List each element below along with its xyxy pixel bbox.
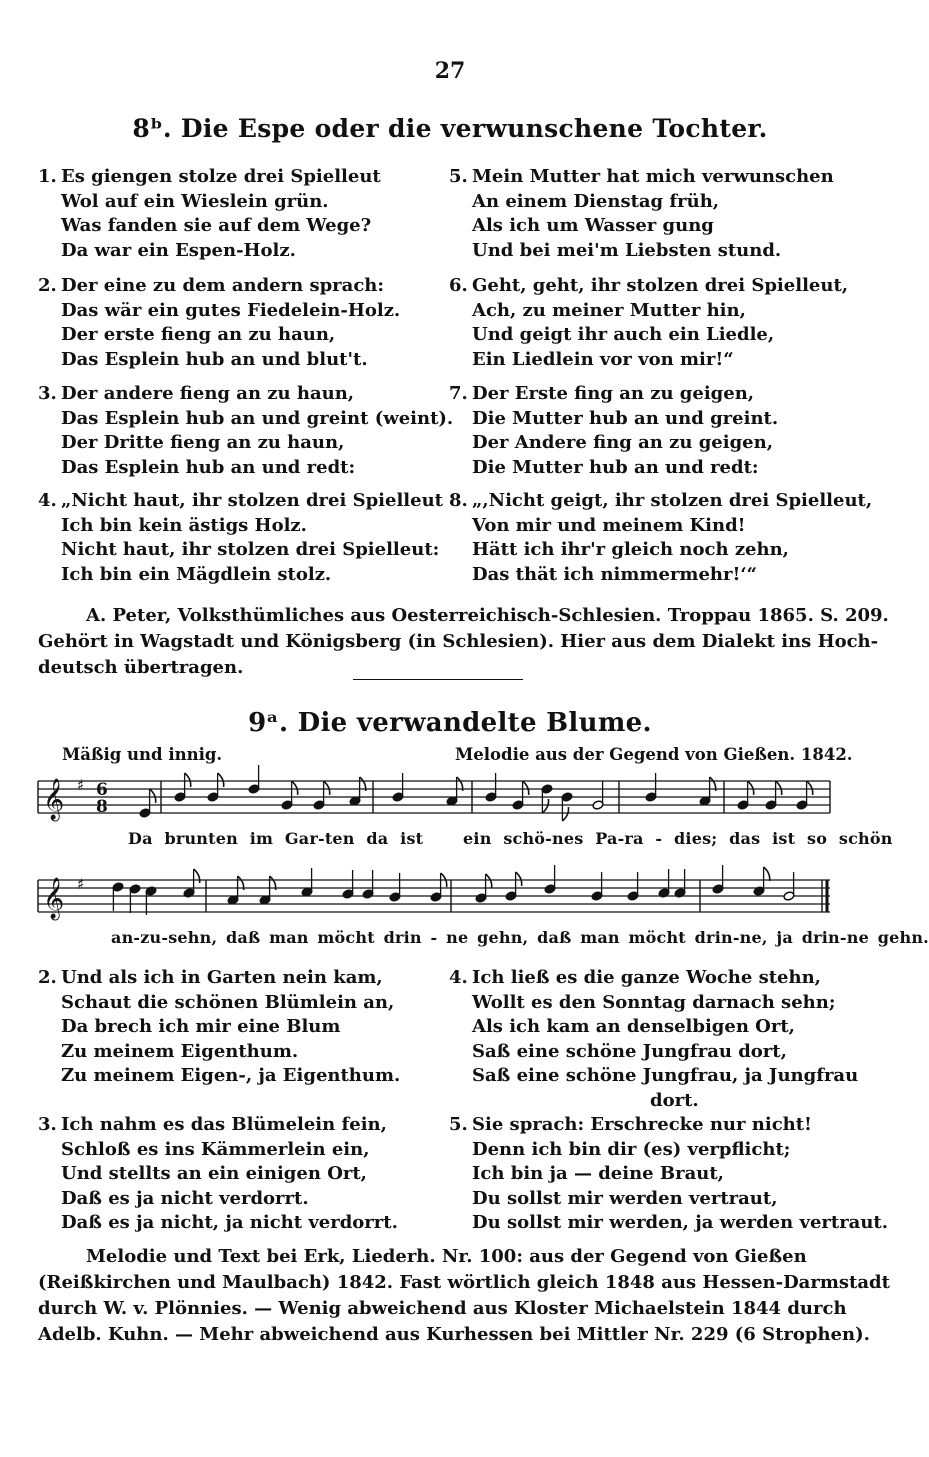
source-line: (Reißkirchen und Maulbach) 1842. Fast wörtlich gleich 1848 aus Hessen-Darmstadt <box>38 1272 890 1293</box>
verse-line: „,Nicht geigt, ihr stolzen drei Spielleut, <box>472 490 873 511</box>
lyric-syllable: möcht <box>628 928 686 947</box>
verse-line: Wollt es den Sonntag darnach sehn; <box>472 991 836 1013</box>
lyrics-staff-1 <box>128 829 893 848</box>
stanza-2-blume <box>38 966 400 1089</box>
lyric-syllable: drin <box>694 928 733 947</box>
stanza-5-blume <box>449 1113 888 1236</box>
verse-line: Sie sprach: Erschrecke nur nicht! <box>472 1114 812 1135</box>
treble-clef-icon: 𝄞 <box>43 779 65 820</box>
verse-line: Der Dritte fieng an zu haun, <box>61 432 345 453</box>
verse-line: Und bei mei'm Liebsten stund. <box>472 239 782 261</box>
note-flag <box>185 773 191 787</box>
verse-line: Ich bin ja — deine Braut, <box>472 1163 724 1184</box>
staff-2-notes <box>112 865 795 915</box>
verse-line: Als ich kam an denselbigen Ort, <box>472 1016 795 1037</box>
verse-line: Wol auf ein Wieslein grün. <box>61 190 329 212</box>
note-flag <box>562 807 568 821</box>
source-note-blume <box>38 1244 890 1348</box>
verse-line: Ich bin ein Mägdlein stolz. <box>61 563 332 585</box>
verse-line: Hätt ich ihr'r gleich noch zehn, <box>472 539 789 560</box>
verse-line: Der eine zu dem andern sprach: <box>61 275 385 296</box>
verse-line: Ich ließ es die ganze Woche stehn, <box>472 967 821 988</box>
verse-line: Ich nahm es das Blümelein fein, <box>61 1114 387 1135</box>
key-sharp-icon: ♯ <box>77 776 85 794</box>
lyric-syllable: ist <box>772 829 796 848</box>
lyric-syllable: schön <box>838 829 893 848</box>
lyric-syllable: ne, <box>739 928 768 947</box>
stanza-number: 7. <box>449 383 468 404</box>
source-line: A. Peter, Volksthümliches aus Oesterreichisch-Schlesien. Troppau 1865. S. 209. <box>86 605 889 626</box>
verse-line: Da brech ich mir eine Blum <box>61 1016 341 1037</box>
lyric-syllable: - <box>655 829 663 848</box>
verse-line: Und als ich in Garten nein kam, <box>61 967 383 988</box>
lyric-syllable: drin-ne <box>801 928 869 947</box>
stanza-number: 2. <box>38 275 57 296</box>
lyric-syllable: so <box>806 829 828 848</box>
verse-line: Ich bin kein ästigs Holz. <box>61 514 307 536</box>
note-flag <box>150 789 156 803</box>
verse-line: Ein Liedlein vor von mir!“ <box>472 348 734 370</box>
verse-line: Saß eine schöne Jungfrau, ja Jungfrau <box>472 1065 859 1086</box>
verse-line-continuation: dort. <box>650 1089 699 1111</box>
lyric-syllable: im <box>249 829 274 848</box>
verse-line: Von mir und meinem Kind! <box>472 514 746 536</box>
lyric-syllable: - <box>430 928 438 947</box>
verse-line: Daß es ja nicht verdorrt. <box>61 1187 309 1209</box>
verse-line: Geht, geht, ihr stolzen drei Spielleut, <box>472 275 849 296</box>
lyric-syllable: das <box>729 829 761 848</box>
verse-line: Nicht haut, ihr stolzen drei Spielleut: <box>61 539 440 560</box>
verse-line: Der Erste fing an zu geigen, <box>472 383 755 404</box>
verse-line: Daß es ja nicht, ja nicht verdorrt. <box>61 1212 398 1233</box>
lyric-syllable: - <box>732 928 740 947</box>
lyric-syllable: Da <box>128 829 153 848</box>
note-flag <box>486 874 492 888</box>
time-sig-bottom: 8 <box>96 797 108 817</box>
lyric-syllable: - <box>133 928 141 947</box>
note-flag <box>516 872 522 886</box>
verse-line: Saß eine schöne Jungfrau dort, <box>472 1040 787 1062</box>
lyric-syllable: Gar-ten <box>284 829 355 848</box>
verse-line: Ach, zu meiner Mutter hin, <box>472 299 746 321</box>
stanza-number: 2. <box>38 967 57 988</box>
verse-line: Was fanden sie auf dem Wege? <box>61 215 372 236</box>
lyric-syllable: daß <box>537 928 572 947</box>
verse-line: Der Andere fing an zu geigen, <box>472 432 773 453</box>
verse-line: Du sollst mir werden, ja werden vertraut. <box>472 1212 889 1233</box>
verse-line: Denn ich bin dir (es) verpflicht; <box>472 1138 791 1160</box>
verse-line: Der andere fieng an zu haun, <box>61 383 355 404</box>
lyric-syllable: Pa-ra <box>595 829 644 848</box>
verse-line: Das wär ein gutes Fiedelein-Holz. <box>61 299 401 321</box>
verse-line: Das Esplein hub an und greint (weint). <box>61 407 454 429</box>
verse-line: Der erste fieng an zu haun, <box>61 324 336 345</box>
lyrics-staff-2 <box>111 928 929 947</box>
stanza-number: 4. <box>449 967 468 988</box>
melody-source: Melodie aus der Gegend von Gießen. 1842. <box>455 745 853 764</box>
lyric-syllable: zu-sehn, <box>140 928 218 947</box>
source-line: Adelb. Kuhn. — Mehr abweichend aus Kurhessen bei Mittler Nr. 229 (6 Strophen). <box>38 1324 870 1345</box>
stanza-4-blume <box>449 966 858 1113</box>
note-flag <box>292 781 298 795</box>
stanza-number: 8. <box>449 490 468 511</box>
stanza-number: 1. <box>38 166 57 187</box>
stanza-3-blume <box>38 1113 398 1236</box>
verse-line: Es giengen stolze drei Spielleut <box>61 166 381 187</box>
verse-line: Die Mutter hub an und greint. <box>472 407 779 429</box>
verse-line: Und stellts an ein einigen Ort, <box>61 1163 367 1184</box>
verse-line: Zu meinem Eigen-, ja Eigenthum. <box>61 1065 401 1086</box>
verse-line: Und geigt ihr auch ein Liedle, <box>472 324 775 345</box>
page-number: 27 <box>434 58 466 84</box>
lyric-syllable: man <box>580 928 620 947</box>
verse-line: Da war ein Espen-Holz. <box>61 239 296 261</box>
lyric-syllable: gehn. <box>877 928 929 947</box>
tempo-marking: Mäßig und innig. <box>62 745 223 764</box>
verse-line: Schloß es ins Kämmerlein ein, <box>61 1138 370 1160</box>
source-line: deutsch übertragen. <box>38 657 244 678</box>
lyric-syllable: daß <box>226 928 261 947</box>
verse-line: Das thät ich nimmermehr!‘“ <box>472 563 758 585</box>
lyric-syllable: schö-nes <box>503 829 584 848</box>
stanza-number: 5. <box>449 166 468 187</box>
treble-clef-icon: 𝄞 <box>43 878 65 919</box>
verse-line: Das Esplein hub an und redt: <box>61 456 356 478</box>
verse-line: Du sollst mir werden vertraut, <box>472 1187 778 1209</box>
verse-line: Mein Mutter hat mich verwunschen <box>472 166 834 187</box>
verse-line: Als ich um Wasser gung <box>472 215 714 236</box>
lyric-syllable: an <box>111 928 134 947</box>
note-flag <box>523 781 529 795</box>
stanza-number: 3. <box>38 1114 57 1135</box>
verse-line: „Nicht haut, ihr stolzen drei Spielleut <box>61 490 443 511</box>
note-flag <box>807 781 813 795</box>
lyric-syllable: ein <box>463 829 492 848</box>
source-line: Gehört in Wagstadt und Königsberg (in Schlesien). Hier aus dem Dialekt ins Hoch- <box>38 631 879 652</box>
note-flag <box>764 867 770 881</box>
lyric-syllable: ja <box>776 928 793 947</box>
note-flag <box>324 781 330 795</box>
source-line: Melodie und Text bei Erk, Liederh. Nr. 100: aus der Gegend von Gießen <box>86 1246 807 1267</box>
verse-line: An einem Dienstag früh, <box>472 190 720 212</box>
stanza-number: 4. <box>38 490 57 511</box>
stanza-number: 6. <box>449 275 468 296</box>
lyric-syllable: da <box>366 829 389 848</box>
lyric-syllable: ne <box>446 928 469 947</box>
verse-line: Schaut die schönen Blümlein an, <box>61 991 395 1013</box>
section-title-blume: 9ᵃ. Die verwandelte Blume. <box>248 708 652 738</box>
lyric-syllable: man <box>269 928 309 947</box>
lyric-syllable: drin <box>383 928 422 947</box>
time-sig-top: 6 <box>96 780 108 800</box>
lyric-syllable: ist <box>400 829 424 848</box>
verse-line: Das Esplein hub an und blut't. <box>61 348 368 370</box>
lyric-syllable: brunten <box>164 829 238 848</box>
verse-line: Zu meinem Eigenthum. <box>61 1040 299 1062</box>
staff-1-lines <box>38 781 830 813</box>
note-flag <box>542 799 548 813</box>
lyric-syllable: gehn, <box>477 928 529 947</box>
section-title-espe: 8ᵇ. Die Espe oder die verwunschene Tochter. <box>132 114 768 143</box>
note-flag <box>218 773 224 787</box>
stanza-number: 5. <box>449 1114 468 1135</box>
lyric-syllable: möcht <box>317 928 375 947</box>
note-flag <box>748 781 754 795</box>
stanza-number: 3. <box>38 383 57 404</box>
source-line: durch W. v. Plönnies. — Wenig abweichend aus Kloster Michaelstein 1844 durch <box>38 1298 847 1319</box>
lyric-syllable: dies; <box>674 829 718 848</box>
note-flag <box>194 869 200 883</box>
note-flag <box>776 781 782 795</box>
verse-line: Die Mutter hub an und redt: <box>472 456 759 478</box>
key-sharp-icon: ♯ <box>77 875 85 893</box>
